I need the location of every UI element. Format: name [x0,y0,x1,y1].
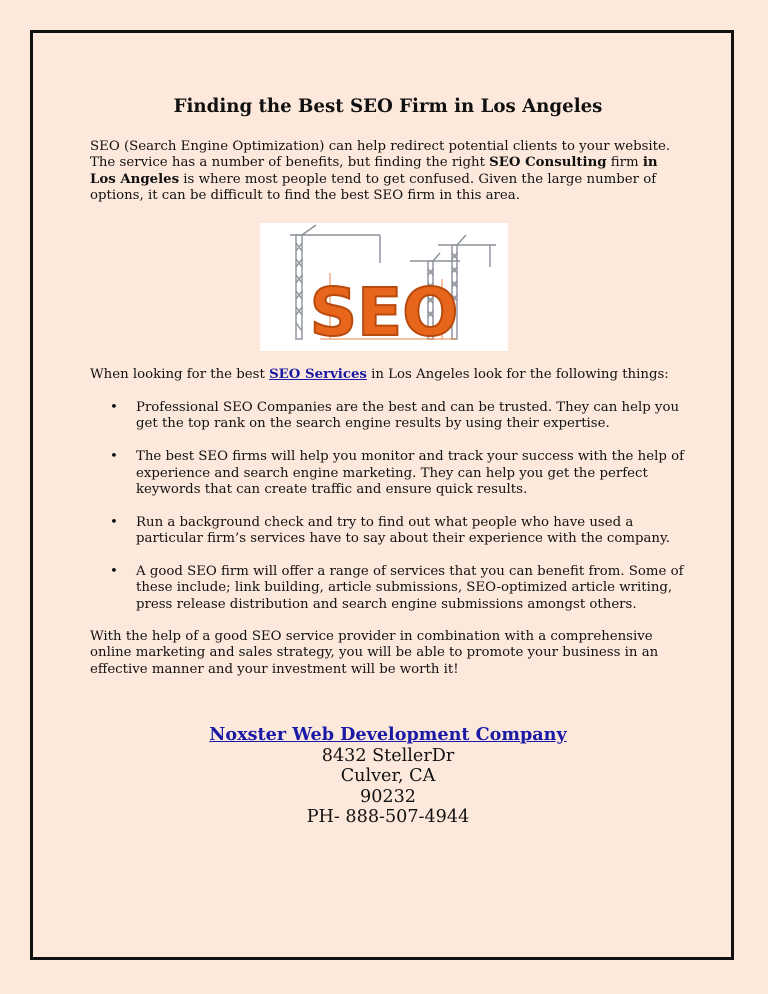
contact-city: Culver, CA [340,766,436,786]
intro-bold-seo-consulting: SEO Consulting [489,155,607,171]
page-title: Finding the Best SEO Firm in Los Angeles [173,96,603,117]
bullet-icon: • [110,400,118,415]
company-link[interactable]: Noxster Web Development Company [209,724,567,745]
list-item-text: The best SEO firms will help you monitor and track your success with the help of experience and search engine marketing. They can help you get the perfect keywords that can create traffic and ensure quick results. [136,449,684,498]
list-item [90,515,686,548]
services-lead [90,367,686,383]
closing-paragraph: With the help of a good SEO service provider in combination with a comprehensive online marketing and sales strategy, you will be able to promote your business in an effective manner and your investment will be worth it! [90,629,659,677]
lead-text-after: in Los Angeles look for the following things: [366,367,669,382]
list-item [90,449,686,498]
list-item-text: Run a background check and try to find out what people who have used a particular firm’s services have to say about their experience with the company. [136,514,670,547]
tips-list [90,400,686,630]
intro-paragraph [90,139,686,205]
bullet-icon: • [110,449,118,465]
intro-text-2: firm [606,155,643,171]
seo-letters: SEO [309,274,459,351]
intro-text-3: is where most people tend to get confused. Given the large number of options, it can be difficult to find the best SEO firm in this area. [90,171,657,204]
contact-phone: PH- 888-507-4944 [306,807,470,827]
contact-zip: 90232 [360,786,416,807]
list-item-text: A good SEO firm will offer a range of services that you can benefit from. Some of these include; link building, article submissions, SEO-optimized article writing, press release distribution and search engine submissions amongst others. [136,564,684,612]
seo-hero-image [260,223,508,351]
seo-services-link[interactable]: SEO Services [269,367,367,382]
intro-text-1: SEO (Search Engine Optimization) can help redirect potential clients to your website. The service has a number of benefits, but finding the right [90,139,671,171]
list-item [90,400,686,433]
list-item [90,564,686,613]
intro-bold-los-angeles: in Los Angeles [90,155,658,187]
bullet-icon: • [110,514,118,530]
list-item-text: Professional SEO Companies are the best and can be trusted. They can help you get the top rank on the search engine results by using their expertise. [136,400,680,432]
bullet-icon: • [110,564,118,580]
lead-text-before: When looking for the best [90,367,270,382]
contact-block [90,725,686,828]
seo-crane-illustration [260,223,508,351]
contact-street: 8432 StellerDr [321,745,455,766]
